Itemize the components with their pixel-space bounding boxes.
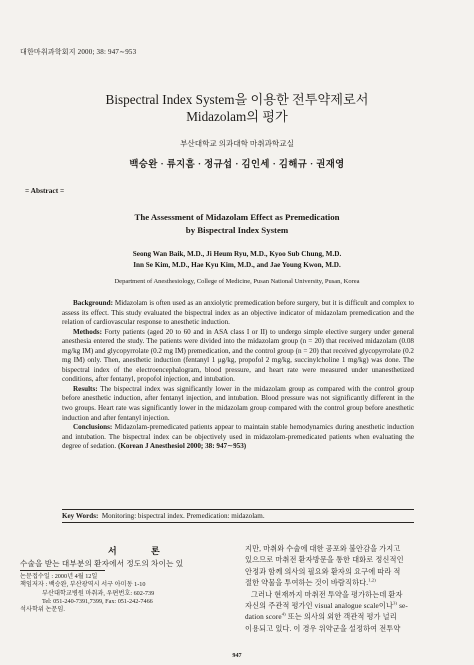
citation: (Korean J Anesthesiol 2000; 38: 947∼953): [117, 442, 247, 451]
korean-title-line-2: Midazolam의 평가: [186, 109, 288, 124]
right-line: 이용되고 있다. 이 경우 위약군을 설정하여 전투약: [245, 624, 401, 633]
footnote-rule: [20, 570, 105, 571]
footnote-address: 부산대학교병원 마취과, 우편번호: 602-739: [42, 589, 155, 597]
abstract-conclusions: [62, 423, 414, 452]
abstract-label: = Abstract =: [25, 186, 65, 195]
abstract-body: [62, 299, 414, 452]
methods-text: Forty patients (aged 20 to 60 and in ASA class I or II) to undergo simple elective surgery under general anesthesia entered the study. The patients were divided into the midazolam group (n = 20) that received midazolam (0.08 mg/kg IM) and glycopyrrolate (0.2 mg IM) premedication, and the control group (n = 20) that received glycopyrrolate (0.2 mg IM) only. Then, anesthetic induction (fentanyl 1 μg/kg, propofol 2 mg/kg, succinylcholine 1 mg/kg) was done. The bispectral index of the electroencephalogram, blood pressure, and heart rate were measured under unanesthetized conditions, after fentanyl, propofol injection, and intubation.: [62, 327, 414, 384]
right-line: [245, 601, 455, 612]
right-line-tail: 또는 의사의 외한 객관적 평가 널리: [285, 613, 397, 622]
background-text: Midazolam is often used as an anxiolytic premedication before surgery, but it is difficult and complex to assess its effect. This study evaluated the bispectral index as an objective indicator of midazolam premedication and the relation of cardiovascular response to anesthetic induction.: [62, 299, 414, 327]
korean-title-line-1: Bispectral Index System을 이용한 전투약제로서: [105, 92, 369, 107]
keywords: [62, 512, 265, 520]
korean-authors: 백승완 · 류지흠 · 정규섭 · 김인세 · 김해규 · 권재영: [129, 160, 345, 170]
intro-right-column: [245, 544, 455, 635]
background-label: Background:: [73, 299, 113, 307]
right-line: 있으므로 마취전 환자방문을 통한 대화로 정신적인: [245, 556, 404, 565]
keywords-bottom-rule: [62, 522, 414, 523]
footnote-corresponding: 책임저자 : 백승완, 부산광역시 서구 아미동 1-10: [20, 581, 146, 589]
right-line-text: dation score: [245, 613, 282, 622]
english-authors-line-2: Inn Se Kim, M.D., Hae Kyu Kim, M.D., and Jae Young Kwon, M.D.: [133, 261, 341, 269]
right-line: [245, 612, 455, 623]
journal-header: 대한마취과학회지 2000; 38: 947∼953: [20, 48, 137, 56]
intro-left-line: 수술을 받는 대부분의 환자에서 정도의 차이는 있: [20, 559, 184, 568]
korean-department: 부산대학교 의과대학 마취과학교실: [180, 139, 294, 148]
english-title-line-1: The Assessment of Midazolam Effect as Premedication: [134, 212, 340, 222]
conclusions-label: Conclusions:: [73, 423, 113, 432]
results-label: Results:: [73, 384, 98, 393]
footnote: [20, 573, 235, 614]
abstract-background: [62, 299, 414, 328]
english-authors-line-1: Seong Wan Baik, M.D., Ji Heum Ryu, M.D., Kyoo Sub Chung, M.D.: [132, 250, 342, 258]
reference-superscript: 4): [281, 612, 286, 618]
right-line: 지만, 마취와 수술에 대한 공포와 불안감을 가지고: [245, 545, 401, 553]
results-text: The bispectral index was significantly lower in the midazolam group as compared with the control group before anesthetic induction, after fentanyl injection, and intubation. Blood pressure was not significantly different in the two groups. Heart rate was significantly lower in the midazolam group compared with the control group before anesthetic induction and after fentanyl injection.: [62, 384, 415, 422]
english-department: Department of Anesthesiology, College of Medicine, Pusan National University, Pusan, Korea: [114, 278, 360, 285]
right-line: 그러나 현재까지 마취전 투약을 평가하는데 환자: [251, 590, 403, 599]
english-title-line-2: by Bispectral Index System: [185, 225, 289, 235]
keywords-top-rule: [62, 509, 414, 510]
keywords-text: Monitoring: bispectral index. Premedication: midazolam.: [101, 512, 265, 520]
footnote-thesis: 석사학위 논문임.: [20, 606, 65, 614]
right-line-tail: se-: [397, 602, 408, 611]
footnote-received: 논문접수일 : 2000년 4월 12일: [20, 573, 98, 580]
right-line-text: 절한 약물을 투여하는 것이 바람직하다.: [245, 579, 369, 588]
methods-label: Methods:: [73, 327, 102, 336]
footnote-contact: Tel: 051-240-7391,7399, Fax: 051-242-7466: [42, 597, 153, 605]
abstract-results: [62, 385, 414, 423]
right-line: 안정과 함께 의사의 필요와 환자의 요구에 따라 적: [245, 567, 401, 576]
page-number: 947: [232, 652, 242, 659]
section-title: 서 론: [108, 546, 176, 556]
keywords-label: Key Words:: [62, 512, 99, 520]
reference-superscript: 1,2): [368, 577, 376, 583]
reference-superscript: 3): [393, 600, 398, 606]
right-line-text: 자신의 주관적 평가인 visual analogue scale이나: [245, 602, 394, 611]
abstract-methods: [62, 328, 414, 385]
right-line: [245, 578, 455, 589]
conclusions-text: Midazolam-premedicated patients appear to maintain stable hemodynamics during anesthetic induction and intubation. The bispectral index can be objectively used in midazolam-premedicated patients when evaluating the degree of sedation.: [62, 423, 415, 451]
